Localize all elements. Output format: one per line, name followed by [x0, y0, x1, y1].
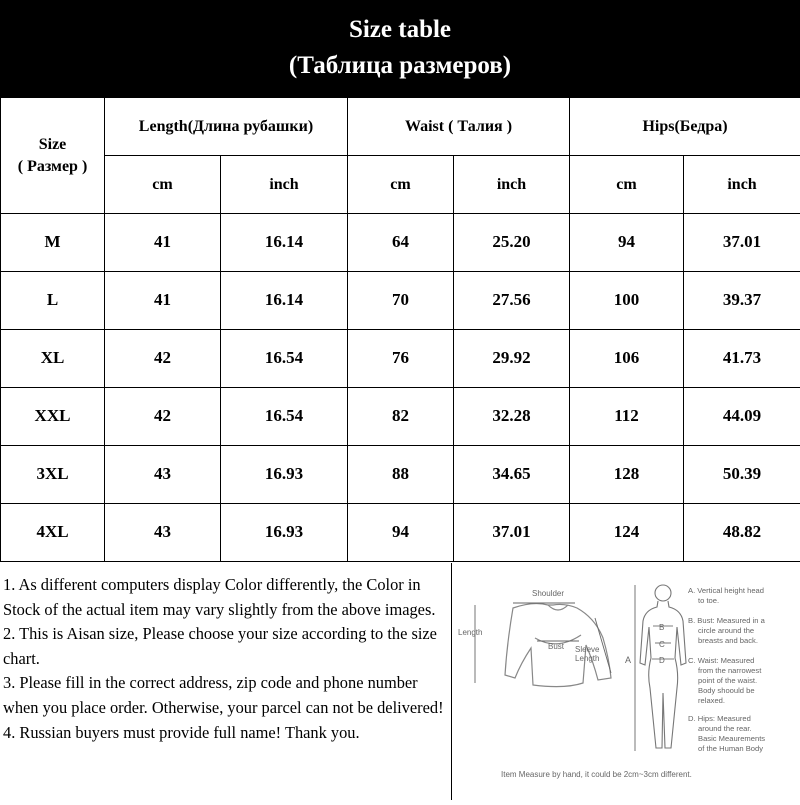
table-cell: 41 [105, 214, 221, 272]
body-figure-illustration [640, 585, 686, 748]
size-cell: 3XL [1, 446, 105, 504]
letter-a: A [625, 655, 631, 665]
table-cell: 16.54 [221, 388, 348, 446]
legend-d-line: of the Human Body [698, 744, 763, 753]
page-subtitle: (Таблица размеров) [0, 52, 800, 80]
bust-label: Bust [548, 642, 565, 651]
table-cell: 43 [105, 446, 221, 504]
table-cell: 88 [348, 446, 454, 504]
table-cell: 42 [105, 388, 221, 446]
size-cell: XXL [1, 388, 105, 446]
table-cell: 128 [570, 446, 684, 504]
body-measure-lines [635, 585, 674, 751]
table-cell: 70 [348, 272, 454, 330]
table-cell: 48.82 [684, 504, 800, 562]
table-cell: 112 [570, 388, 684, 446]
legend-b-line: breasts and back. [698, 636, 758, 645]
legend-c-line: point of the waist. [698, 676, 757, 685]
measurement-diagram [453, 563, 800, 800]
table-cell: 94 [348, 504, 454, 562]
table-row [1, 330, 800, 388]
table-cell: 16.93 [221, 446, 348, 504]
table-cell: 41 [105, 272, 221, 330]
legend-c-line: Body shoould be [698, 686, 755, 695]
page-title: Size table [0, 16, 800, 44]
table-cell: 16.93 [221, 504, 348, 562]
table-cell: 16.14 [221, 214, 348, 272]
hips-header: Hips(Бедра) [570, 98, 800, 156]
table-cell: 41.73 [684, 330, 800, 388]
sleeve-length-label: Length [575, 654, 599, 663]
table-cell: 64 [348, 214, 454, 272]
table-cell: 25.20 [454, 214, 570, 272]
table-row [1, 214, 800, 272]
table-row [1, 446, 800, 504]
legend-a-line: A. Vertical height head [688, 586, 764, 595]
shoulder-label: Shoulder [532, 589, 564, 598]
table-cell: 37.01 [684, 214, 800, 272]
size-cell: M [1, 214, 105, 272]
size-table-header [0, 0, 800, 97]
table-cell: 82 [348, 388, 454, 446]
table-cell: 76 [348, 330, 454, 388]
letter-c: C [659, 640, 665, 649]
note-text: 2. This is Aisan size, Please choose your size according to the size chart. [0, 622, 451, 671]
unit-header: cm [105, 156, 221, 214]
sleeve-label: Sleeve [575, 645, 600, 654]
unit-header: inch [684, 156, 800, 214]
table-cell: 32.28 [454, 388, 570, 446]
table-cell: 16.54 [221, 330, 348, 388]
unit-header: cm [570, 156, 684, 214]
letter-b: B [659, 623, 664, 632]
legend-c-line: relaxed. [698, 696, 725, 705]
size-header-en: Size [1, 134, 104, 156]
legend-c-line: from the narrowest [698, 666, 762, 675]
waist-header: Waist ( Талия ) [348, 98, 570, 156]
measurement-footer: Item Measure by hand, it could be 2cm~3cm different. [501, 770, 692, 779]
legend-d-line: Basic Meaurements [698, 734, 765, 743]
table-cell: 124 [570, 504, 684, 562]
unit-header: cm [348, 156, 454, 214]
length-header: Length(Длина рубашки) [105, 98, 348, 156]
table-row [1, 388, 800, 446]
legend-d-line: D. Hips: Measured [688, 714, 751, 723]
table-cell: 37.01 [454, 504, 570, 562]
shirt-measure-lines [475, 603, 611, 683]
legend-b-line: B. Bust: Measured in a [688, 616, 766, 625]
length-label: Length [458, 628, 482, 637]
table-cell: 106 [570, 330, 684, 388]
unit-header: inch [454, 156, 570, 214]
size-header-ru: ( Размер ) [1, 156, 104, 178]
table-cell: 44.09 [684, 388, 800, 446]
table-cell: 43 [105, 504, 221, 562]
table-cell: 27.56 [454, 272, 570, 330]
table-cell: 100 [570, 272, 684, 330]
size-cell: 4XL [1, 504, 105, 562]
note-text: 3. Please fill in the correct address, zip code and phone number when you place order. Otherwise, your parcel can not be delivered! [0, 671, 451, 720]
size-header-cell [1, 98, 105, 214]
measurement-legend [688, 586, 766, 753]
legend-a-line: to toe. [698, 596, 719, 605]
note-text: 1. As different computers display Color differently, the Color in Stock of the actual item may vary slightly from the above images. [0, 573, 451, 622]
letter-d: D [659, 656, 665, 665]
table-cell: 39.37 [684, 272, 800, 330]
table-cell: 16.14 [221, 272, 348, 330]
note-text: 4. Russian buyers must provide full name! Thank you. [0, 721, 451, 746]
table-cell: 34.65 [454, 446, 570, 504]
table-row [1, 504, 800, 562]
legend-c-line: C. Waist: Measured [688, 656, 754, 665]
unit-header: inch [221, 156, 348, 214]
size-cell: L [1, 272, 105, 330]
size-cell: XL [1, 330, 105, 388]
table-cell: 50.39 [684, 446, 800, 504]
measurement-illustration [453, 563, 800, 800]
notes-panel [0, 563, 452, 800]
legend-d-line: around the rear. [698, 724, 752, 733]
size-table [0, 97, 800, 562]
legend-b-line: circle around the [698, 626, 754, 635]
table-row [1, 272, 800, 330]
table-cell: 42 [105, 330, 221, 388]
table-cell: 29.92 [454, 330, 570, 388]
table-cell: 94 [570, 214, 684, 272]
